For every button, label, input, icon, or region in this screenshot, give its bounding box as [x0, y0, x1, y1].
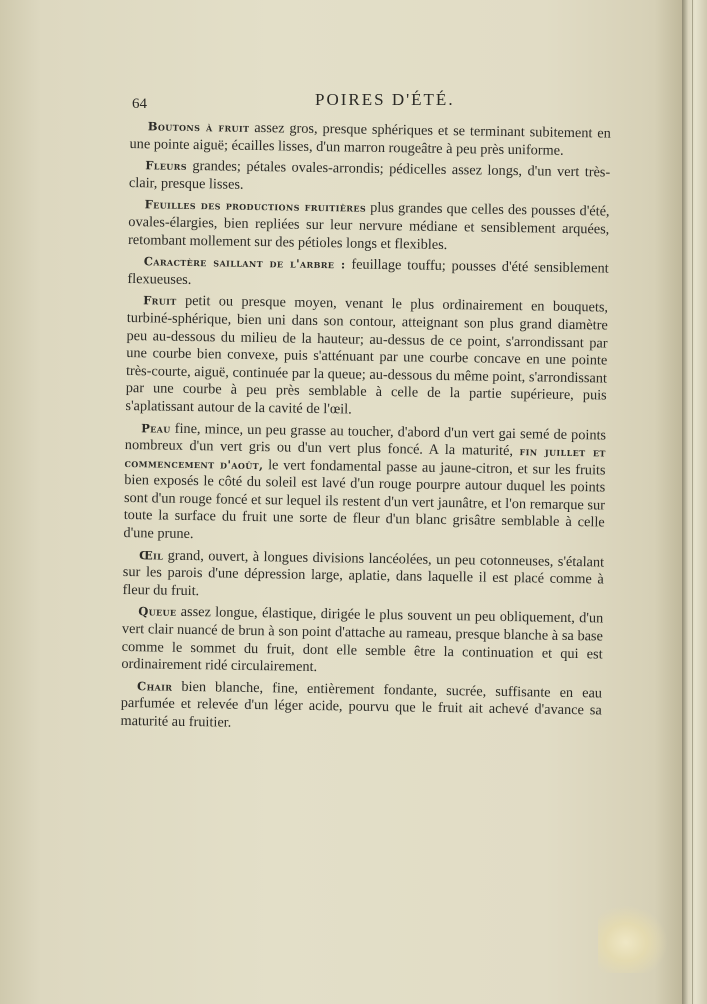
paper-stain	[598, 905, 668, 973]
paragraph-lead: Œil	[139, 547, 164, 563]
paragraph-text: plus grandes que celles des pousses d'été, ovales-élargies, bien repliées sur leur nervure médiane et sensiblement arquées, retombant mollement sur des pétioles longs et flexibles.	[127, 200, 610, 253]
paragraph-chair	[120, 678, 602, 738]
paragraph-text: petit ou presque moyen, venant le plus ordinairement en bouquets, turbiné-sphérique, bien uni dans son contour, atteignant son plus grand diamètre peu au-dessous du milieu de la hauteur; au-dessus de ce point, s'arrondissant par une courbe bien convexe, puis s'atténuant par une courbe concave en une pointe très-courte, aiguë, continuée par la queue; au-dessous du même point, s'arrondissant par une courbe à peu près semblable à celle de la partie supérieure, puis s'aplatissant autour de la cavité de l'œil.	[125, 293, 609, 418]
paragraph-lead: Fruit	[143, 293, 177, 309]
paragraph-text: grandes; pétales ovales-arrondis; pédicelles assez longs, d'un vert très-clair, presque lisses.	[128, 158, 611, 193]
paragraph-feuilles	[128, 196, 610, 256]
paragraph-text: fine, mince, un peu grasse au toucher, d'abord d'un vert gai semé de points nombreux d'un vert gris ou d'un vert plus foncé. A la maturité,	[124, 420, 607, 460]
paragraph-inline-lead: fin juillet et commencement d'août,	[124, 444, 606, 472]
page-edge-line	[692, 0, 693, 1004]
paragraph-peau	[123, 419, 606, 550]
paragraph-lead: Boutons à fruit	[147, 119, 250, 135]
page-number: 64	[132, 96, 147, 112]
paragraph-text-continued: le vert fondamental passe au jaune-citron, et sur les fruits bien exposés le côté du soleil est lavé d'un rouge pourpre autour duquel les points sont d'un rouge foncé et sur lequel ils restent d'un vert jaunâtre, et l'on remarque sur toute la surface du fruit une sorte de fleur d'un blanc grisâtre semblable à celle d'une prune.	[123, 456, 606, 543]
paragraph-fruit	[125, 292, 608, 423]
paragraph-lead: Peau	[141, 420, 171, 436]
paragraph-text: feuillage touffu; pousses d'été sensiblement flexueuses.	[127, 256, 609, 288]
paragraph-text: assez gros, presque sphériques et se terminant subitement en une pointe aiguë; écailles lisses, d'un marron rougeâtre à peu près uniforme.	[129, 119, 611, 159]
paragraph-fleurs	[129, 157, 610, 200]
paragraph-lead: Queue	[138, 604, 177, 620]
paragraph-lead: Feuilles des productions fruitières	[144, 197, 367, 216]
paragraph-boutons	[129, 118, 610, 161]
paragraph-text: grand, ouvert, à longues divisions lancéolées, un peu cotonneuses, s'étalant sur les parois d'une dépression large, aplatie, dans laquelle il est placé comme à fleur du fruit.	[122, 547, 605, 599]
paragraph-lead: Chair	[136, 678, 173, 694]
paragraph-text: bien blanche, fine, entièrement fondante, sucrée, suffisante en eau parfumée et relevée d'un léger acide, pourvu que le fruit ait achevé d'avance sa maturité au fruitier.	[120, 678, 603, 731]
paragraph-caractere	[127, 253, 608, 296]
paragraph-queue	[121, 603, 603, 681]
paragraph-text: assez longue, élastique, dirigée le plus souvent un peu obliquement, d'un vert clair nuancé de brun à son point d'attache au rameau, presque blanche à sa base comme le sommet du fruit, dont elle semble être la continuation et qui est ordinairement ridé circulairement.	[121, 604, 604, 676]
running-title: POIRES D'ÉTÉ.	[315, 90, 455, 109]
paragraph-oeil	[122, 547, 604, 607]
page-edge	[682, 0, 707, 1004]
page-header	[120, 90, 620, 116]
paragraph-lead: Caractère saillant de l'arbre :	[143, 254, 346, 272]
paragraph-lead: Fleurs	[145, 158, 188, 174]
body-text	[120, 118, 611, 742]
